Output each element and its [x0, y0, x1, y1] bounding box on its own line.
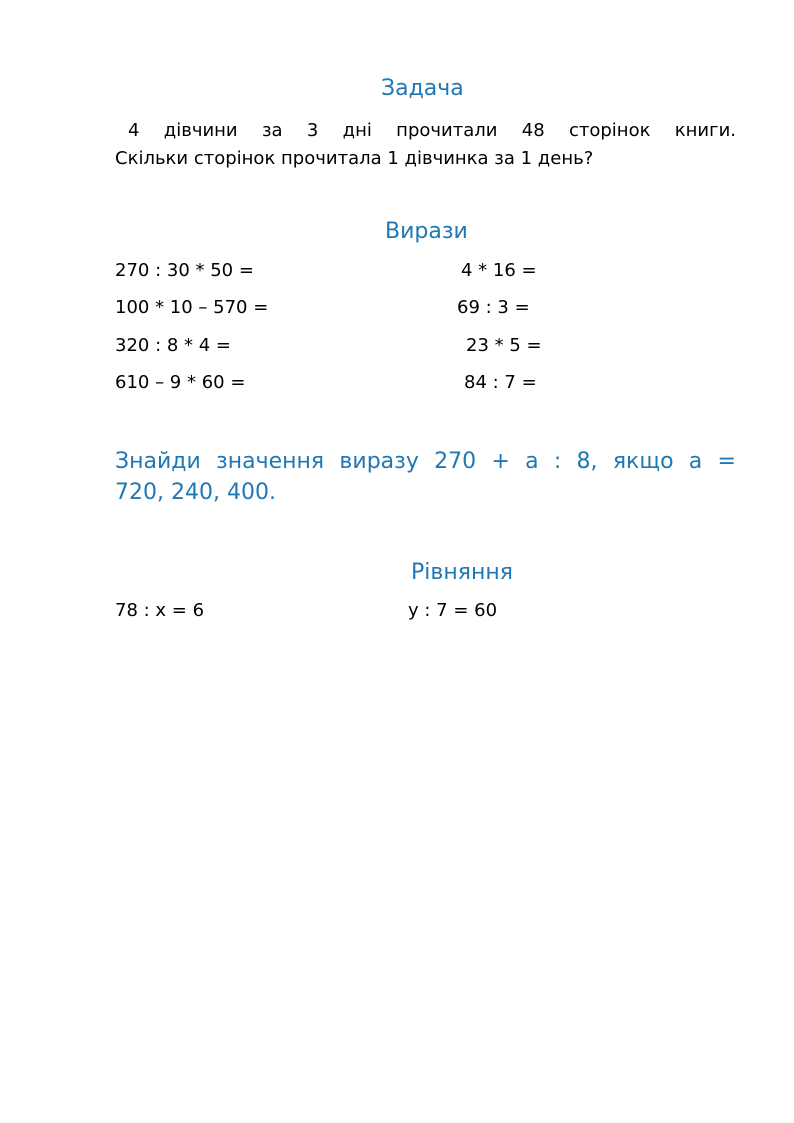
expression-right-2: 69 : 3 =	[457, 297, 530, 318]
task-text	[115, 117, 736, 173]
expressions-heading: Вирази	[385, 219, 468, 244]
task-text-line-1: 4 дівчини за 3 дні прочитали 48 сторінок книги.	[128, 120, 736, 141]
value-task-line-1: Знайди значення виразу 270 + а : 8, якщо а =	[115, 449, 736, 474]
expression-left-3: 320 : 8 * 4 =	[115, 335, 232, 356]
expression-right-3: 23 * 5 =	[466, 335, 542, 356]
value-task-line-2: 720, 240, 400.	[115, 480, 276, 505]
expression-right-1: 4 * 16 =	[461, 260, 537, 281]
expression-right-4: 84 : 7 =	[464, 372, 537, 393]
expression-left-1: 270 : 30 * 50 =	[115, 260, 254, 281]
value-task	[115, 446, 736, 508]
task-heading: Задача	[381, 76, 464, 101]
task-text-line-2: Скільки сторінок прочитала 1 дівчинка за 1 день?	[115, 148, 594, 169]
equation-1: 78 : х = 6	[115, 600, 205, 621]
equations-heading: Рівняння	[411, 560, 513, 585]
expression-left-2: 100 * 10 – 570 =	[115, 297, 269, 318]
equation-2: у : 7 = 60	[408, 600, 498, 621]
expression-left-4: 610 – 9 * 60 =	[115, 372, 246, 393]
